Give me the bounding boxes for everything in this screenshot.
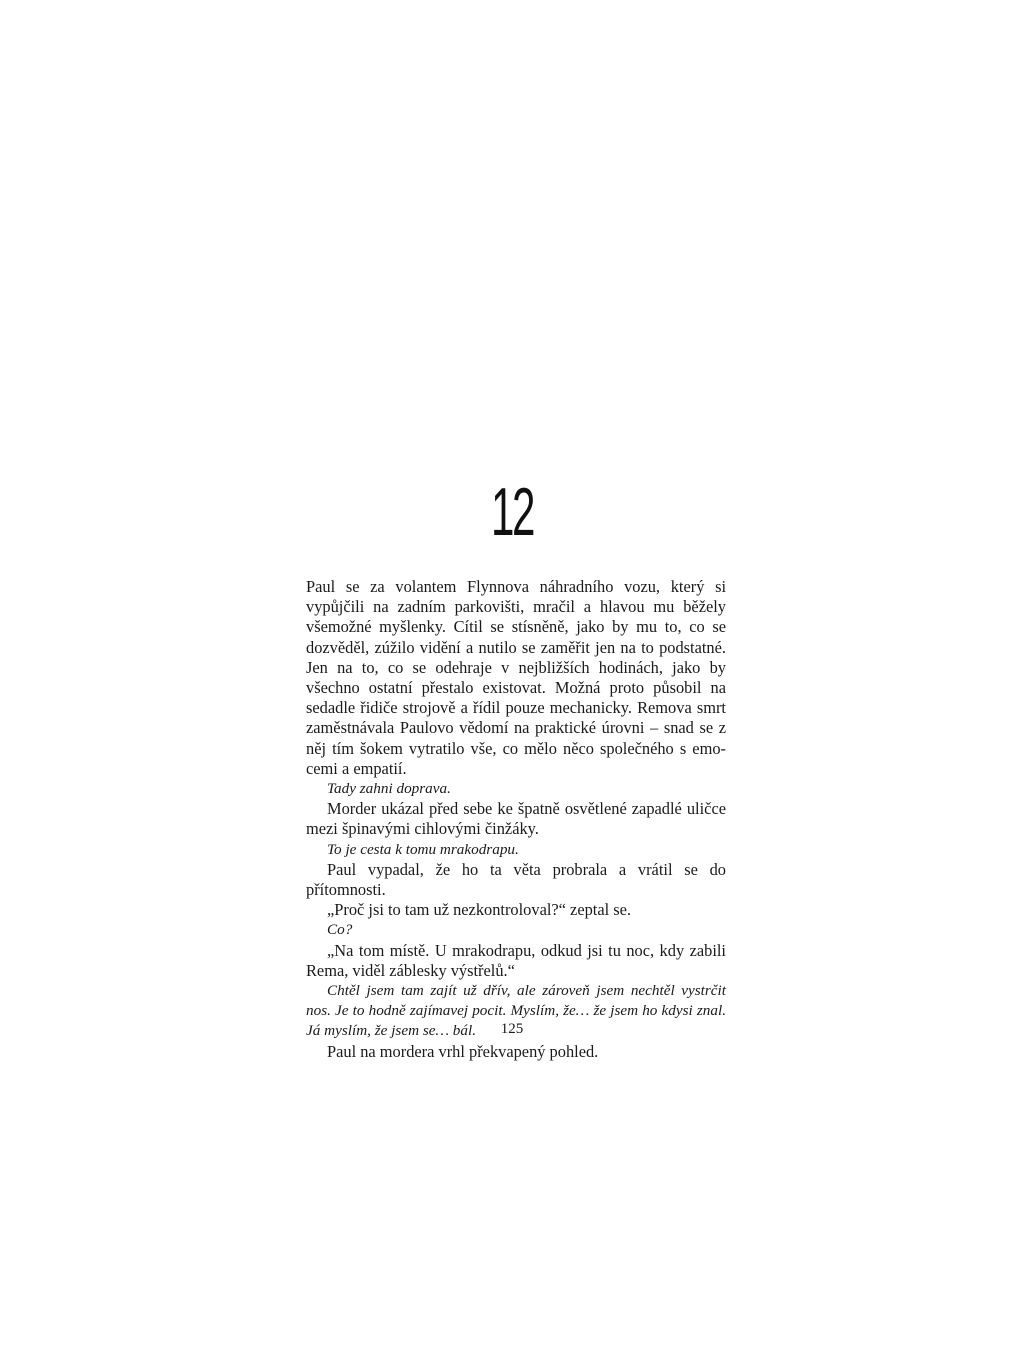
thought-paragraph: Chtěl jsem tam zajít už dřív, ale zároveň jsem nechtěl vystrčit nos. Je to hodně zajímavej pocit. Myslím, že… že jsem ho kdysi znal. Já myslím, že jsem se… bál. xyxy=(306,982,726,1040)
thought-paragraph: Tady zahni doprava. xyxy=(327,780,451,798)
chapter-number: 12 xyxy=(491,474,533,550)
page-number: 125 xyxy=(500,1021,524,1037)
thought-paragraph: Co? xyxy=(327,921,353,939)
paragraph: Paul se za volantem Flynnova náhradního vozu, který si vypůjčili na zadním parkovišti, mračil a hlavou mu běžely všemožné myšlenky. Cítil se stísněně, jako by mu to, co se dozvěděl, zúžilo vidění a nutilo se zaměřit jen na to podstatné. Jen na to, co se odehraje v nejbližších hodinách, jako by všechno ostatní přestalo existovat. Možná proto působil na sedadle řidiče strojově a řídil pouze mechanicky. Remova smrt zaměstnávala Paulovo vědomí na praktické úrovni – snad se z něj tím šokem vytratilo vše, co mělo něco společného s emocemi a empatií. xyxy=(306,577,726,778)
paragraph: „Proč jsi to tam už nezkontroloval?“ zeptal se. xyxy=(327,900,632,920)
thought-paragraph: To je cesta k tomu mrakodrapu. xyxy=(327,840,519,858)
paragraph: „Na tom místě. U mrakodrapu, odkud jsi tu noc, kdy zabili Rema, viděl záblesky výstřelů.“ xyxy=(306,940,726,980)
paragraph: Morder ukázal před sebe ke špatně osvětlené zapadlé uličce mezi špinavými cihlovými činžáky. xyxy=(306,799,726,839)
paragraph: Paul vypadal, že ho ta věta probrala a vrátil se do přítomnosti. xyxy=(306,859,726,900)
body-text xyxy=(306,577,726,1062)
paragraph: Paul na mordera vrhl překvapený pohled. xyxy=(327,1041,599,1061)
